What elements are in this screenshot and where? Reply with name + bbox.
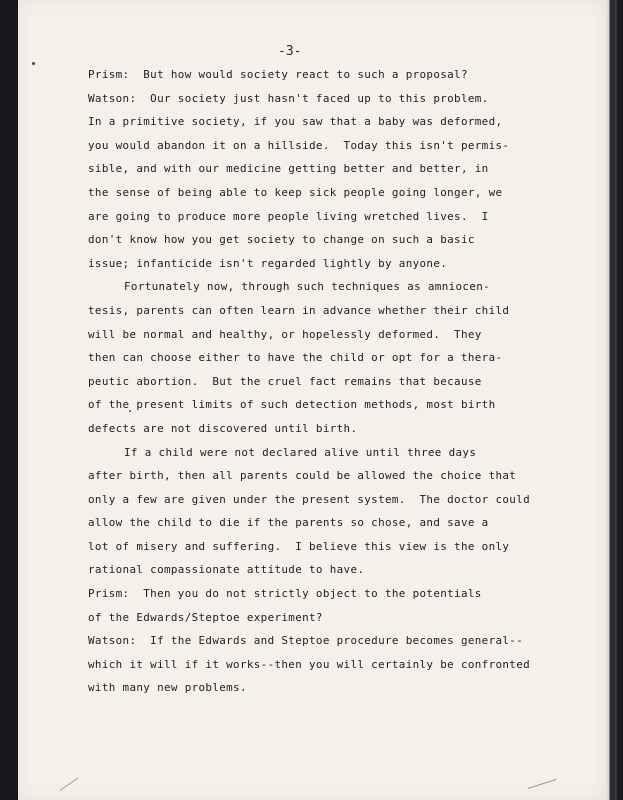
text-line: the sense of being able to keep sick people going longer, we (88, 185, 503, 199)
document-body (88, 63, 558, 700)
pencil-mark (528, 779, 557, 789)
text-line: Prism: Then you do not strictly object to the potentials (88, 587, 482, 601)
text-line: of the Edwards/Steptoe experiment? (88, 610, 323, 624)
text-line: after birth, then all parents could be allowed the choice that (88, 469, 517, 483)
paragraph (88, 63, 558, 87)
paragraph (88, 582, 558, 629)
pencil-mark (60, 777, 79, 790)
text-line: with many new problems. (88, 681, 247, 695)
text-line: Watson: If the Edwards and Steptoe procedure becomes general-- (88, 634, 524, 648)
text-line: lot of misery and suffering. I believe this view is the only (88, 539, 510, 553)
text-line: which it will if it works--then you will certainly be confronted (88, 657, 531, 671)
text-line: Fortunately now, through such techniques as amniocen- (124, 280, 491, 294)
text-line: rational compassionate attitude to have. (88, 563, 365, 577)
paragraph (88, 275, 558, 440)
text-line: peutic abortion. But the cruel fact remains that because (88, 374, 482, 388)
text-line: Prism: But how would society react to such a proposal? (88, 68, 468, 81)
text-line: don't know how you get society to change on such a basic (88, 233, 475, 247)
stray-mark (32, 62, 35, 65)
text-line: If a child were not declared alive until three days (124, 445, 477, 459)
text-line: In a primitive society, if you saw that a baby was deformed, (88, 115, 503, 129)
text-line: Watson: Our society just hasn't faced up to this problem. (88, 91, 489, 105)
paragraph (88, 629, 558, 700)
text-line: issue; infanticide isn't regarded lightly by anyone. (88, 256, 448, 270)
paragraph (88, 441, 558, 583)
text-line: of the present limits of such detection methods, most birth (88, 398, 496, 412)
text-line: then can choose either to have the child or opt for a thera- (88, 351, 503, 365)
text-line: sible, and with our medicine getting better and better, in (88, 162, 489, 176)
text-line: will be normal and healthy, or hopelessly deformed. They (88, 327, 482, 341)
text-line: tesis, parents can often learn in advance whether their child (88, 303, 510, 317)
page-number: -3- (278, 44, 302, 59)
text-line: allow the child to die if the parents so chose, and save a (88, 516, 489, 530)
text-line: defects are not discovered until birth. (88, 421, 358, 435)
text-line: you would abandon it on a hillside. Today this isn't permis- (88, 138, 510, 152)
text-line: are going to produce more people living wretched lives. I (88, 209, 489, 223)
scan-background-left (0, 0, 18, 800)
paragraph (88, 87, 558, 276)
scan-background-right (606, 0, 623, 800)
text-line: only a few are given under the present system. The doctor could (88, 492, 531, 506)
